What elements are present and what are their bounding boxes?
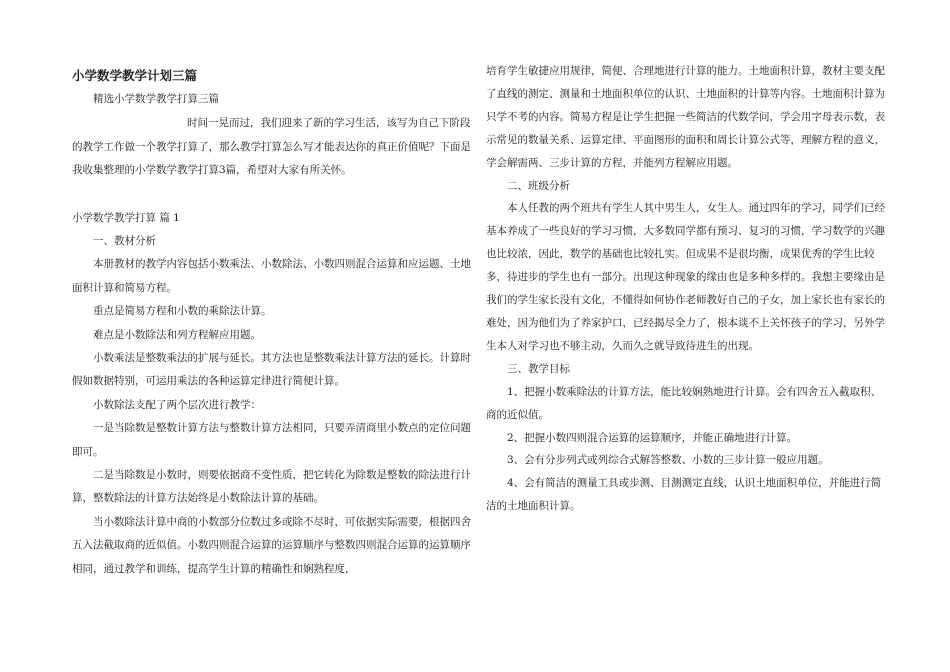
document-subtitle: 精选小学数学教学打算三篇 xyxy=(93,93,219,105)
left-column xyxy=(72,60,472,581)
intro-paragraph: 时间一晃而过，我们迎来了新的学习生活，该写为自己下阶段的教学工作做一个教学打算了，那么教学打算怎么写才能表达你的真正价值呢？下面是我收集整理的小学数学教学打算3篇，希望对大家有所关怀。 xyxy=(72,117,471,176)
paragraph-continuation: 培育学生敏捷应用规律，简便、合理地进行计算的能力。土地面积计算，教材主要支配了直线的测定、测量和土地面积单位的认识、土地面积的计算等内容。土地面积计算为只学不考的内容。简易方程是让学生把握一些简洁的代数学问，学会用字母表示数，表示常见的数量关系、运算定律、平面图形的面积和周长计算公式等，理解方程的意义，学会解需两、三步计算的方程，并能列方程解应用题。 xyxy=(486,65,885,169)
goal-item: 2、把握小数四则混合运算的运算顺序，并能正确地进行计算。 xyxy=(507,431,798,444)
paragraph: 重点是简易方程和小数的乘除法计算。 xyxy=(93,305,272,318)
paragraph-class-analysis: 本人任教的两个班共有学生人其中男生人，女生人。通过四年的学习，同学们已经基本养成了一些良好的学习习惯，大多数同学都有预习、复习的习惯，学习数学的兴趣也比较浓，因此，数学的基础也比较扎实。但成果不是很均衡，成果优秀的学生比较多，待进步的学生也有一部分。出现这种现象的缘由也是多种多样的。我想主要缘由是我们的学生家长没有文化，不懂得如何协作老师教好自己的子女，加上家长也有家长的难处，因为他们为了养家护口，已经揭尽全力了，根本谈不上关怀孩子的学习，另外学生本人对学习也不够主动，久而久之就导致待进生的出现。 xyxy=(486,202,885,352)
spacer xyxy=(72,183,472,207)
paragraph: 本册教材的教学内容包括小数乘法、小数除法、小数四则混合运算和应运题、土地面积计算和简易方程。 xyxy=(72,258,471,294)
heading-textbook-analysis: 一、教材分析 xyxy=(93,234,156,247)
document-title: 小学数学教学计划三篇 xyxy=(72,68,198,83)
paragraph: 难点是小数除法和列方程解应用题。 xyxy=(93,328,261,341)
goal-item: 4、会有简洁的测量工具或步测、目测测定直线，认识土地面积单位，并能进行简洁的土地面积计算。 xyxy=(486,477,882,513)
goal-item: 1、把握小数乘除法的计算方法，能比较娴熟地进行计算。会有四舍五入截取积、商的近似值。 xyxy=(486,385,882,421)
paragraph: 一是当除数是整数计算方法与整数计算方法相同，只要弄清商里小数点的定位问题即可。 xyxy=(72,422,471,458)
section-title: 小学数学教学打算 篇 1 xyxy=(72,211,180,224)
paragraph: 二是当除数是小数时，则要依据商不变性质，把它转化为除数是整数的除法进行计算，整数除法的计算方法始终是小数除法计算的基础。 xyxy=(72,468,471,505)
paragraph: 当小数除法计算中商的小数部分位数过多或除不尽时，可依据实际需要，根据四舍五入法截取商的近似值。小数四则混合运算的运算顺序与整数四则混合运算的运算顺序相同，通过教学和训练，提高学生计算的精确性和娴熟程度， xyxy=(72,515,471,575)
paragraph: 小数乘法是整数乘法的扩展与延长。其方法也是整数乘法计算方法的延长。计算时假如数据特别，可运用乘法的各种运算定律进行简便计算。 xyxy=(72,351,471,388)
heading-class-analysis: 二、班级分析 xyxy=(507,179,570,192)
paragraph: 小数除法支配了两个层次进行教学： xyxy=(93,398,261,411)
right-column xyxy=(486,60,890,518)
heading-teaching-goals: 三、教学目标 xyxy=(507,362,570,375)
goal-item: 3、会有分步列式或列综合式解答整数、小数的三步计算一般应用题。 xyxy=(507,454,829,467)
